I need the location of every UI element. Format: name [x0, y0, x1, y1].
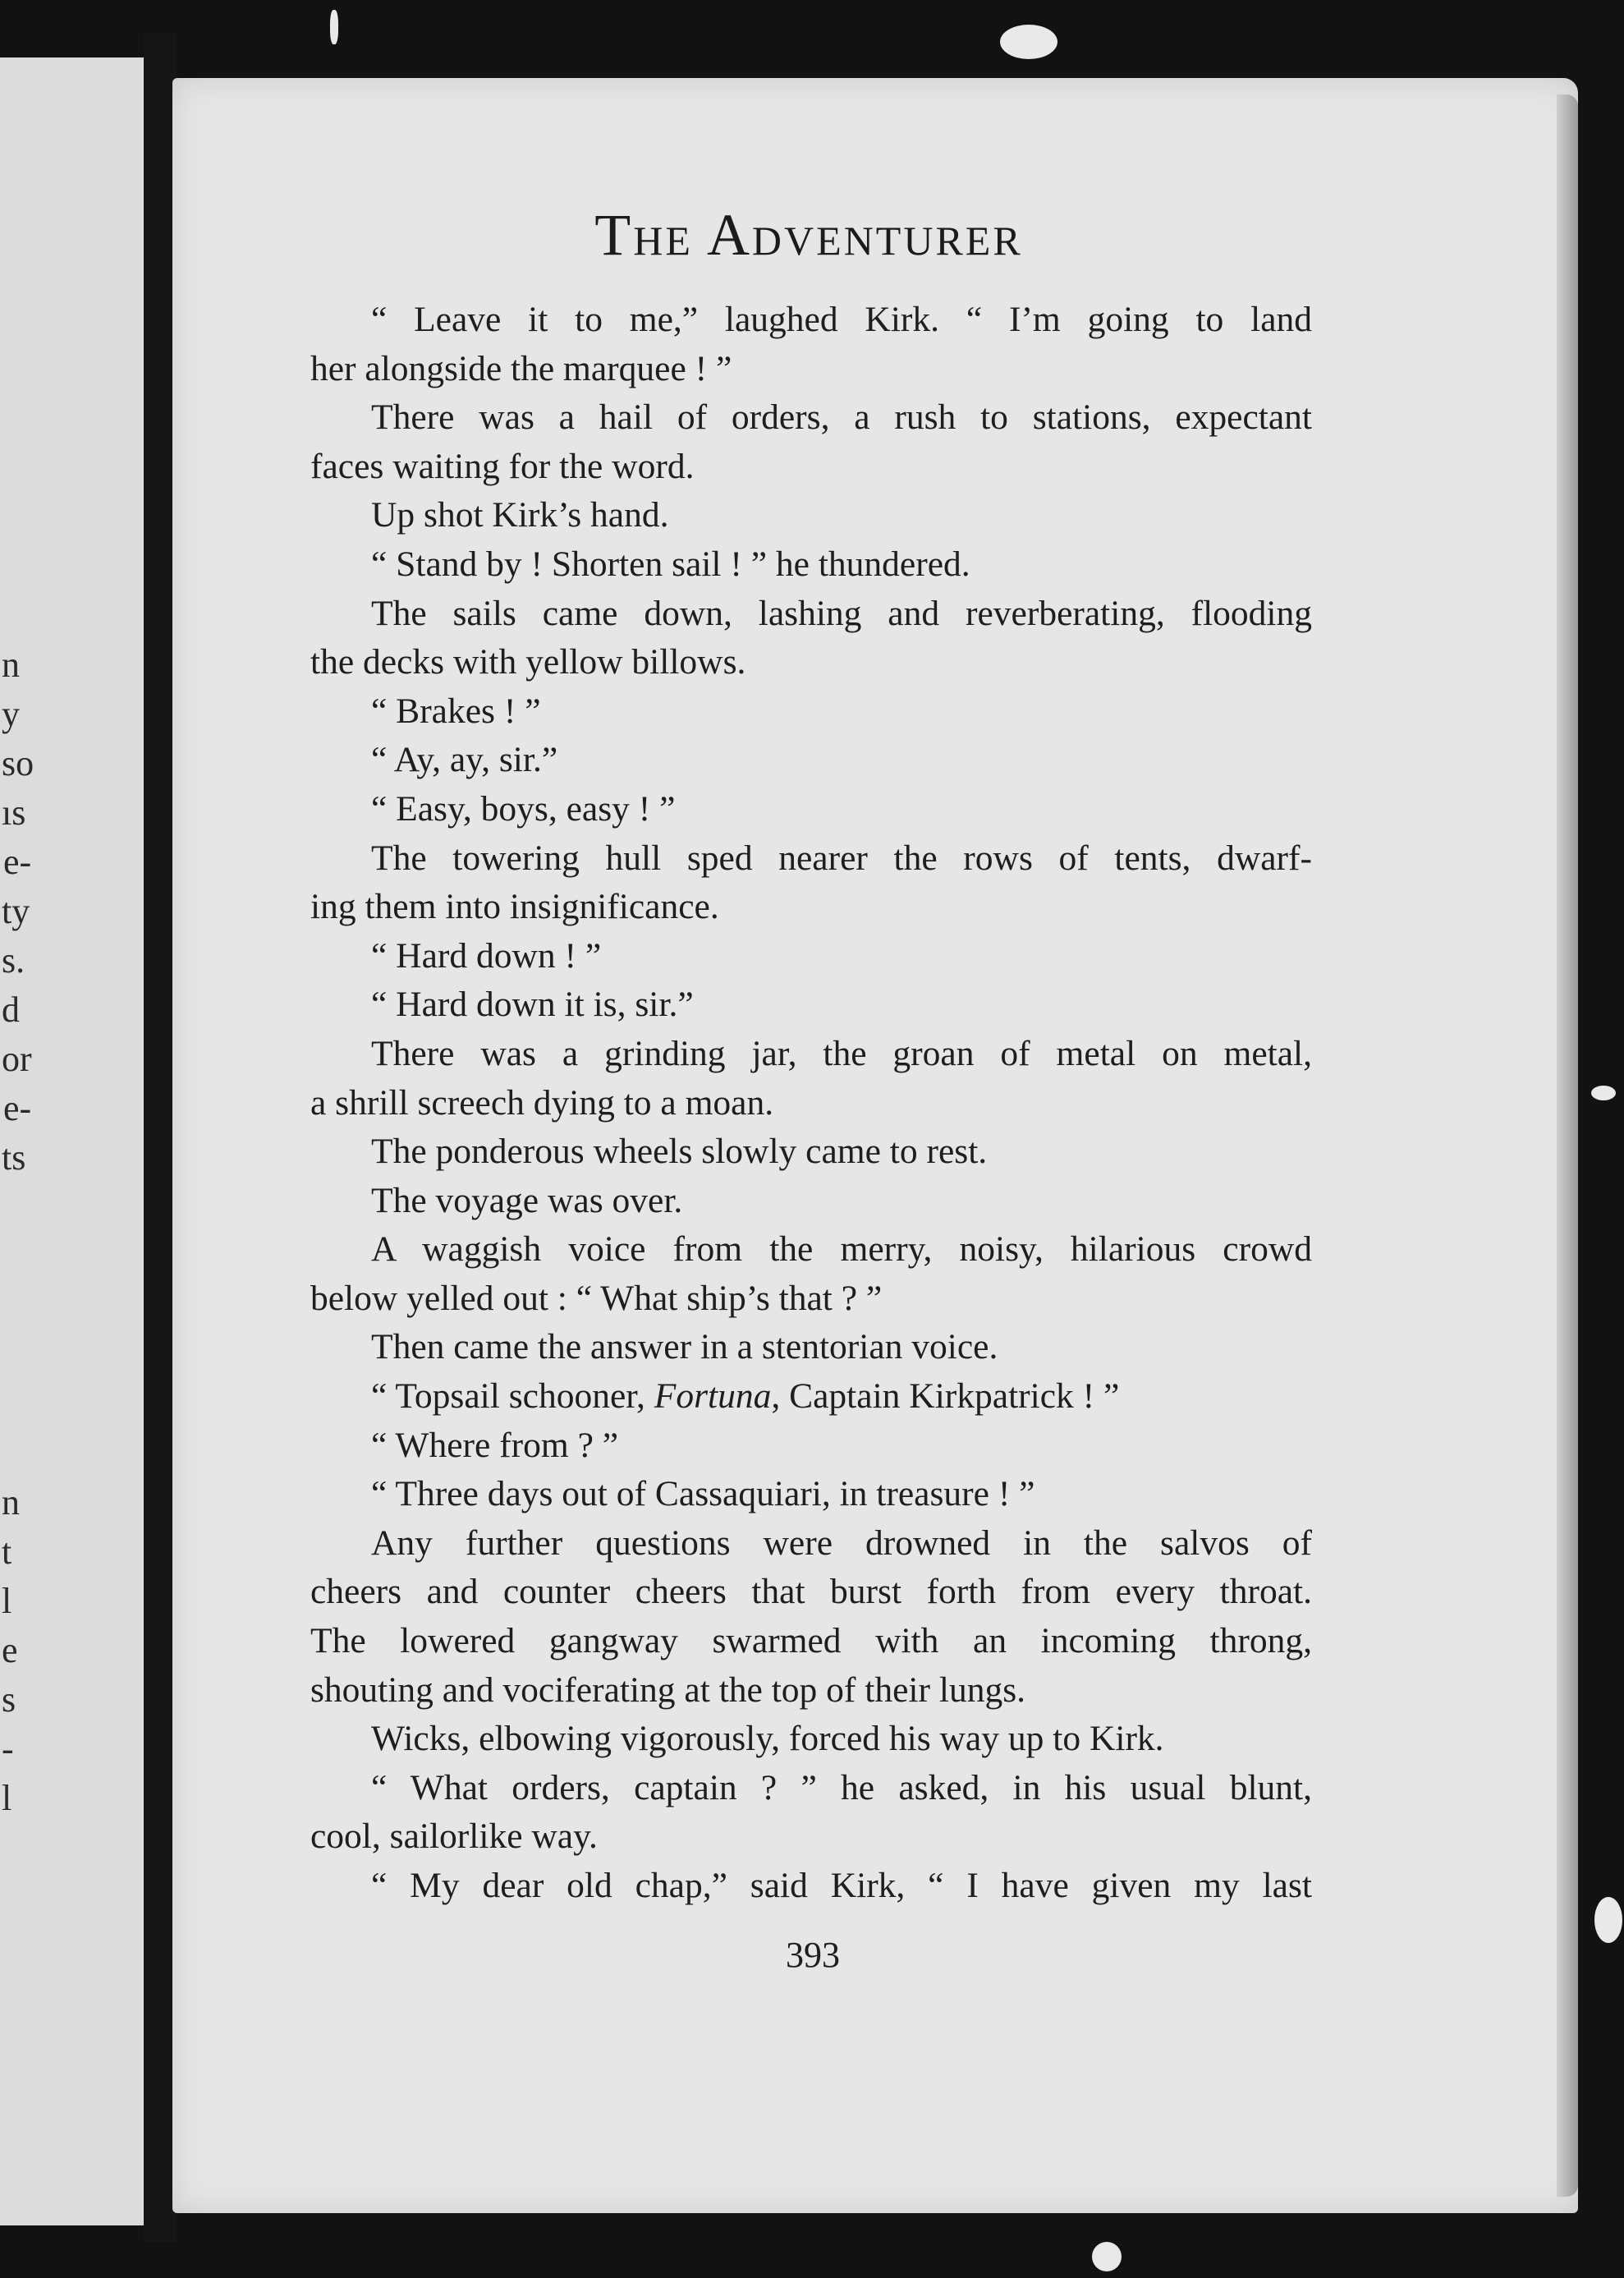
text-line: There was a hail of orders, a rush to stations, expectant — [371, 397, 1312, 438]
text-line: shouting and vociferating at the top of their lungs. — [310, 1669, 1026, 1710]
text-line: A waggish voice from the merry, noisy, hilarious crowd — [371, 1229, 1312, 1270]
text-line: “ Three days out of Cassaquiari, in treasure ! ” — [371, 1474, 1035, 1514]
text-line: cool, sailorlike way. — [310, 1816, 598, 1857]
text-line: cheers and counter cheers that burst forth from every throat. — [310, 1572, 1312, 1612]
running-head: The Adventurer — [594, 202, 1023, 268]
text-line: “ My dear old chap,” said Kirk, “ I have given my last — [371, 1866, 1312, 1905]
text-line: There was a grinding jar, the groan of metal on metal, — [371, 1033, 1312, 1073]
scan-artifact — [1591, 1086, 1616, 1100]
text-line: The towering hull sped nearer the rows of tents, dwarf- — [371, 838, 1312, 878]
text-line: the decks with yellow billows. — [310, 642, 746, 682]
left-page-edge — [0, 57, 144, 2225]
text-line: “ Hard down it is, sir.” — [371, 985, 694, 1025]
body-text — [310, 296, 1312, 1911]
text-line: The ponderous wheels slowly came to rest. — [371, 1132, 988, 1172]
left-page-fragment: - — [2, 1729, 14, 1769]
text-line: Any further questions were drowned in the salvos of — [371, 1522, 1312, 1563]
scan-artifact — [1594, 1897, 1622, 1943]
book-gutter — [144, 33, 177, 2242]
left-page-fragment: ıs — [2, 792, 26, 833]
text-line: The lowered gangway swarmed with an incoming throng, — [310, 1621, 1312, 1661]
text-line: “ Topsail schooner, Fortuna, Captain Kirkpatrick ! ” — [371, 1376, 1120, 1417]
text-line: her alongside the marquee ! ” — [310, 348, 732, 388]
text-line: “ Leave it to me,” laughed Kirk. “ I’m going to land — [371, 300, 1312, 339]
left-page-fragment: ts — [2, 1137, 26, 1178]
left-page-fragment: n — [2, 645, 20, 685]
left-page-fragment: or — [2, 1039, 32, 1079]
text-line: “ Where from ? ” — [371, 1425, 619, 1465]
scan-artifact — [1000, 25, 1057, 59]
text-line: a shrill screech dying to a moan. — [310, 1082, 774, 1123]
text-line: below yelled out : “ What ship’s that ? ” — [310, 1278, 883, 1318]
left-page-fragment: s. — [2, 940, 25, 981]
left-page-fragment: s — [2, 1679, 16, 1720]
text-line: “ What orders, captain ? ” he asked, in his usual blunt, — [371, 1767, 1312, 1807]
left-page-fragment: d — [2, 990, 20, 1030]
page-number: 393 — [786, 1935, 840, 1975]
left-page-fragment: t — [2, 1532, 12, 1572]
text-line: Wicks, elbowing vigorously, forced his way up to Kirk. — [371, 1719, 1164, 1759]
text-line: The sails came down, lashing and reverberating, flooding — [371, 593, 1312, 633]
left-page-fragment: l — [2, 1581, 12, 1621]
text-line: faces waiting for the word. — [310, 446, 695, 486]
right-page — [172, 78, 1578, 2213]
text-line: “ Ay, ay, sir.” — [371, 740, 558, 780]
text-line: Up shot Kirk’s hand. — [371, 495, 669, 535]
text-line: “ Brakes ! ” — [371, 691, 541, 731]
left-page-fragment: e- — [3, 842, 32, 882]
text-line: ing them into insignificance. — [310, 887, 719, 927]
left-page-fragment: e — [2, 1630, 18, 1670]
scan-artifact — [1092, 2242, 1122, 2271]
scan-artifact — [330, 10, 338, 44]
text-line: “ Easy, boys, easy ! ” — [371, 788, 676, 829]
text-line: “ Hard down ! ” — [371, 935, 602, 976]
ship-name-italic: Fortuna — [654, 1376, 772, 1417]
text-line: Then came the answer in a stentorian voice. — [371, 1327, 998, 1367]
left-page-fragment: y — [2, 694, 20, 734]
text-line: “ Stand by ! Shorten sail ! ” he thundered. — [371, 544, 970, 584]
left-page-fragment: n — [2, 1482, 20, 1522]
page-edge-shadow — [1557, 94, 1578, 2197]
left-page-text-fragments — [0, 57, 144, 2225]
left-page-fragment: e- — [3, 1088, 32, 1128]
left-page-fragment: ty — [2, 891, 30, 931]
left-page-fragment: l — [2, 1778, 12, 1818]
left-page-fragment: so — [2, 743, 34, 783]
text-line: The voyage was over. — [371, 1180, 683, 1220]
